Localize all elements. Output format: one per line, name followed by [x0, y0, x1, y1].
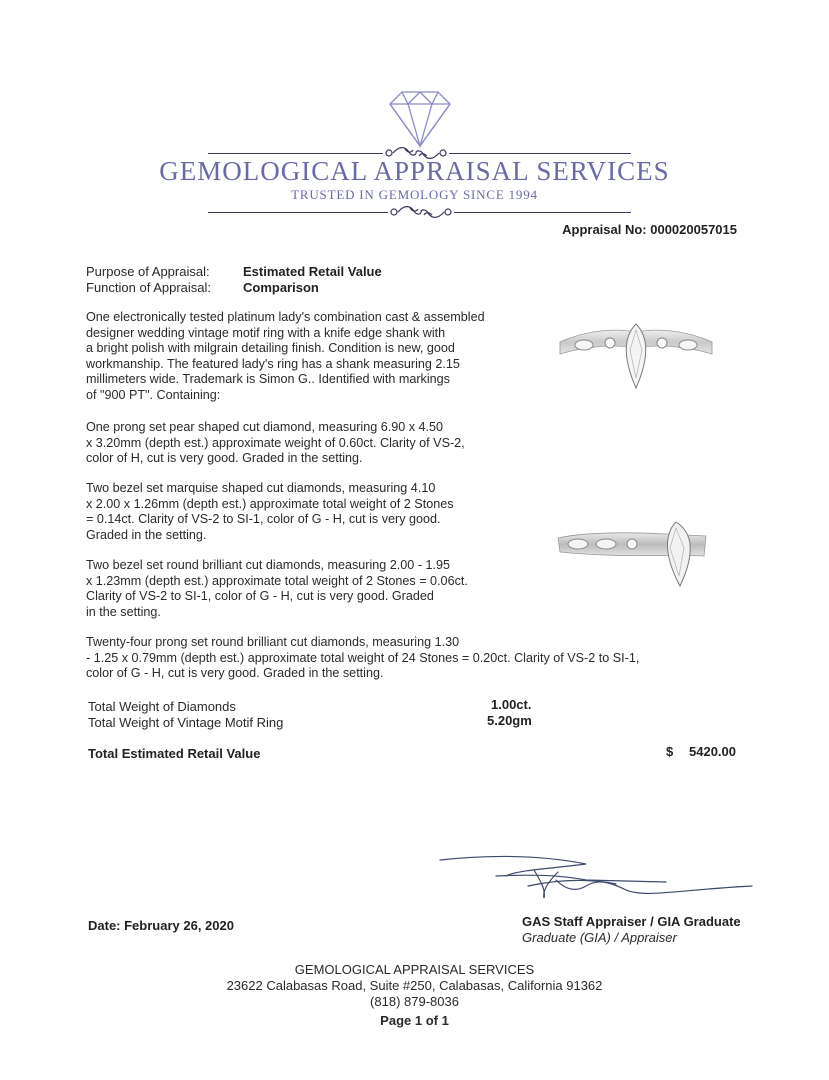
description-line: millimeters wide. Trademark is Simon G.. Identified with markings: [86, 372, 450, 387]
stone-line: x 2.00 x 1.26mm (depth est.) approximate total weight of 2 Stones: [86, 496, 454, 511]
header-top-rule-right: [449, 153, 631, 154]
stone-line: Clarity of VS-2 to SI-1, color of G - H, cut is very good. Graded: [86, 589, 434, 604]
page-number: Page 1 of 1: [380, 1013, 449, 1028]
stone-paragraph-round: [86, 558, 468, 620]
footer-company: GEMOLOGICAL APPRAISAL SERVICES: [294, 962, 535, 977]
stone-line: color of G - H, cut is very good. Graded in the setting.: [86, 666, 384, 681]
description-line: designer wedding vintage motif ring with a knife edge shank with: [86, 325, 446, 340]
total-ring-value: 5.20gm: [487, 713, 532, 728]
diamond-logo-icon: [380, 88, 460, 150]
company-name: GEMOLOGICAL APPRAISAL SERVICES: [159, 156, 670, 186]
description-line: of "900 PT". Containing:: [86, 387, 221, 402]
purpose-label: Purpose of Appraisal:: [86, 264, 210, 279]
stone-line: in the setting.: [86, 604, 161, 619]
function-value: Comparison: [243, 280, 319, 295]
ornament-icon: [388, 203, 454, 221]
stone-line: Two bezel set round brilliant cut diamonds, measuring 2.00 - 1.95: [86, 558, 451, 572]
stone-line: One prong set pear shaped cut diamond, measuring 6.90 x 4.50: [86, 420, 444, 434]
signature-title: GAS Staff Appraiser / GIA Graduate: [522, 914, 741, 929]
footer-phone: (818) 879-8036: [370, 994, 459, 1009]
total-retail-value: 5420.00: [689, 744, 736, 759]
footer-address: 23622 Calabasas Road, Suite #250, Calabasas, California 91362: [226, 978, 603, 993]
appraisal-number: Appraisal No: 000020057015: [562, 222, 737, 237]
total-diamonds-value: 1.00ct.: [491, 697, 532, 712]
stone-line: x 1.23mm (depth est.) approximate total weight of 2 Stones = 0.06ct.: [86, 573, 468, 588]
total-ring-label: Total Weight of Vintage Motif Ring: [88, 715, 284, 730]
stone-line: Two bezel set marquise shaped cut diamonds, measuring 4.10: [86, 481, 436, 495]
stone-line: - 1.25 x 0.79mm (depth est.) approximate total weight of 24 Stones = 0.20ct. Clarity of VS-2 to SI-1,: [86, 650, 640, 665]
stone-line: = 0.14ct. Clarity of VS-2 to SI-1, color of G - H, cut is very good.: [86, 512, 441, 527]
ring-photo-top: [556, 316, 716, 398]
stone-paragraph-accents: [86, 635, 639, 682]
stone-paragraph-pear: [86, 420, 465, 467]
description-line: a bright polish with milgrain detailing finish. Condition is new, good: [86, 341, 455, 356]
description-line: workmanship. The featured lady's ring has a shank measuring 2.15: [86, 356, 460, 371]
total-retail-label: Total Estimated Retail Value: [88, 746, 261, 761]
description-line: One electronically tested platinum lady's combination cast & assembled: [86, 310, 485, 324]
ring-description: [86, 310, 485, 404]
stone-line: x 3.20mm (depth est.) approximate weight of 0.60ct. Clarity of VS-2,: [86, 435, 465, 450]
date-line: Date: February 26, 2020: [88, 918, 234, 933]
stone-line: Twenty-four prong set round brilliant cut diamonds, measuring 1.30: [86, 635, 460, 649]
appraiser-signature: [436, 850, 756, 910]
currency-symbol: $: [666, 744, 674, 759]
function-label: Function of Appraisal:: [86, 280, 212, 295]
ring-photo-angle: [556, 512, 716, 594]
header-top-rule: [208, 153, 383, 154]
company-tagline: TRUSTED IN GEMOLOGY SINCE 1994: [291, 187, 538, 202]
stone-line: color of H, cut is very good. Graded in the setting.: [86, 451, 363, 466]
stone-line: Graded in the setting.: [86, 527, 207, 542]
total-diamonds-label: Total Weight of Diamonds: [88, 699, 236, 714]
stone-paragraph-marquise: [86, 481, 454, 543]
purpose-value: Estimated Retail Value: [243, 264, 382, 279]
header-bottom-rule: [208, 212, 388, 213]
header-bottom-rule-right: [454, 212, 631, 213]
signature-subtitle: Graduate (GIA) / Appraiser: [522, 930, 677, 945]
